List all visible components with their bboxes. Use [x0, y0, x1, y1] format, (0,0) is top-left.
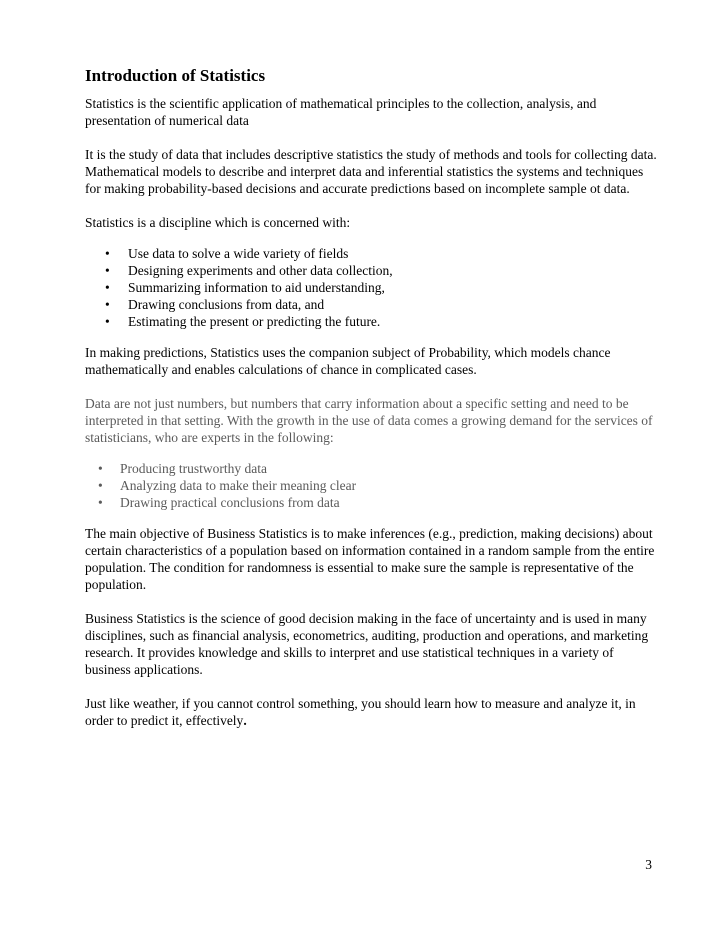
list-item-text: Producing trustworthy data — [120, 461, 267, 476]
paragraph-business-objective: The main objective of Business Statistics is to make inferences (e.g., prediction, making decisions) about certain characteristics of a population based on information contained in a random sample from the entire population. The condition for randomness is essential to make sure the sample is representative of the population. — [85, 526, 655, 592]
list-item — [85, 279, 660, 296]
list-item-text: Estimating the present or predicting the future. — [128, 314, 381, 329]
bullet-icon: • — [98, 478, 103, 493]
bullet-icon: • — [105, 297, 110, 312]
paragraph-study-of-data: It is the study of data that includes descriptive statistics the study of methods and tools for collecting data. Mathematical models to describe and interpret data and inferential statistics the systems and techniques for making probability-based decisions and accurate predictions based on incomplete sample ot data. — [85, 147, 657, 196]
bullet-icon: • — [105, 263, 110, 278]
list-item — [85, 262, 660, 279]
paragraph-probability: In making predictions, Statistics uses the companion subject of Probability, which models chance mathematically and enables calculations of chance in complicated cases. — [85, 345, 611, 377]
list-item — [85, 494, 660, 511]
discipline-list-intro: Statistics is a discipline which is concerned with: — [85, 215, 351, 230]
expert-list — [85, 460, 660, 511]
page-number: 3 — [645, 857, 652, 872]
list-item — [85, 245, 660, 262]
discipline-list — [85, 245, 660, 330]
list-item — [85, 460, 660, 477]
bullet-icon: • — [105, 280, 110, 295]
paragraph-weather-text: Just like weather, if you cannot control something, you should learn how to measure and analyze it, in order to predict it, effectively — [85, 696, 636, 728]
paragraph-weather-period: . — [243, 713, 247, 728]
paragraph-definition: Statistics is the scientific application of mathematical principles to the collection, analysis, and presentation of numerical data — [85, 96, 597, 128]
page-title: Introduction of Statistics — [85, 66, 266, 85]
bullet-icon: • — [98, 461, 103, 476]
list-item-text: Drawing practical conclusions from data — [120, 495, 340, 510]
paragraph-weather — [85, 695, 660, 729]
paragraph-data-meaning: Data are not just numbers, but numbers that carry information about a specific setting and need to be interpreted in that setting. With the growth in the use of data comes a growing demand for the services of statisticians, who are experts in the following: — [85, 396, 653, 445]
list-item — [85, 296, 660, 313]
list-item-text: Summarizing information to aid understanding, — [128, 280, 385, 295]
list-item — [85, 313, 660, 330]
bullet-icon: • — [105, 246, 110, 261]
list-item-text: Drawing conclusions from data, and — [128, 297, 325, 312]
list-item-text: Use data to solve a wide variety of fields — [128, 246, 349, 261]
paragraph-business-science: Business Statistics is the science of good decision making in the face of uncertainty and is used in many disciplines, such as financial analysis, econometrics, auditing, production and operations, and marketing research. It provides knowledge and skills to interpret and use statistical techniques in a variety of business applications. — [85, 611, 649, 677]
list-item-text: Analyzing data to make their meaning clear — [120, 478, 357, 493]
document-page — [85, 66, 660, 746]
bullet-icon: • — [98, 495, 103, 510]
list-item — [85, 477, 660, 494]
list-item-text: Designing experiments and other data collection, — [128, 263, 393, 278]
bullet-icon: • — [105, 314, 110, 329]
